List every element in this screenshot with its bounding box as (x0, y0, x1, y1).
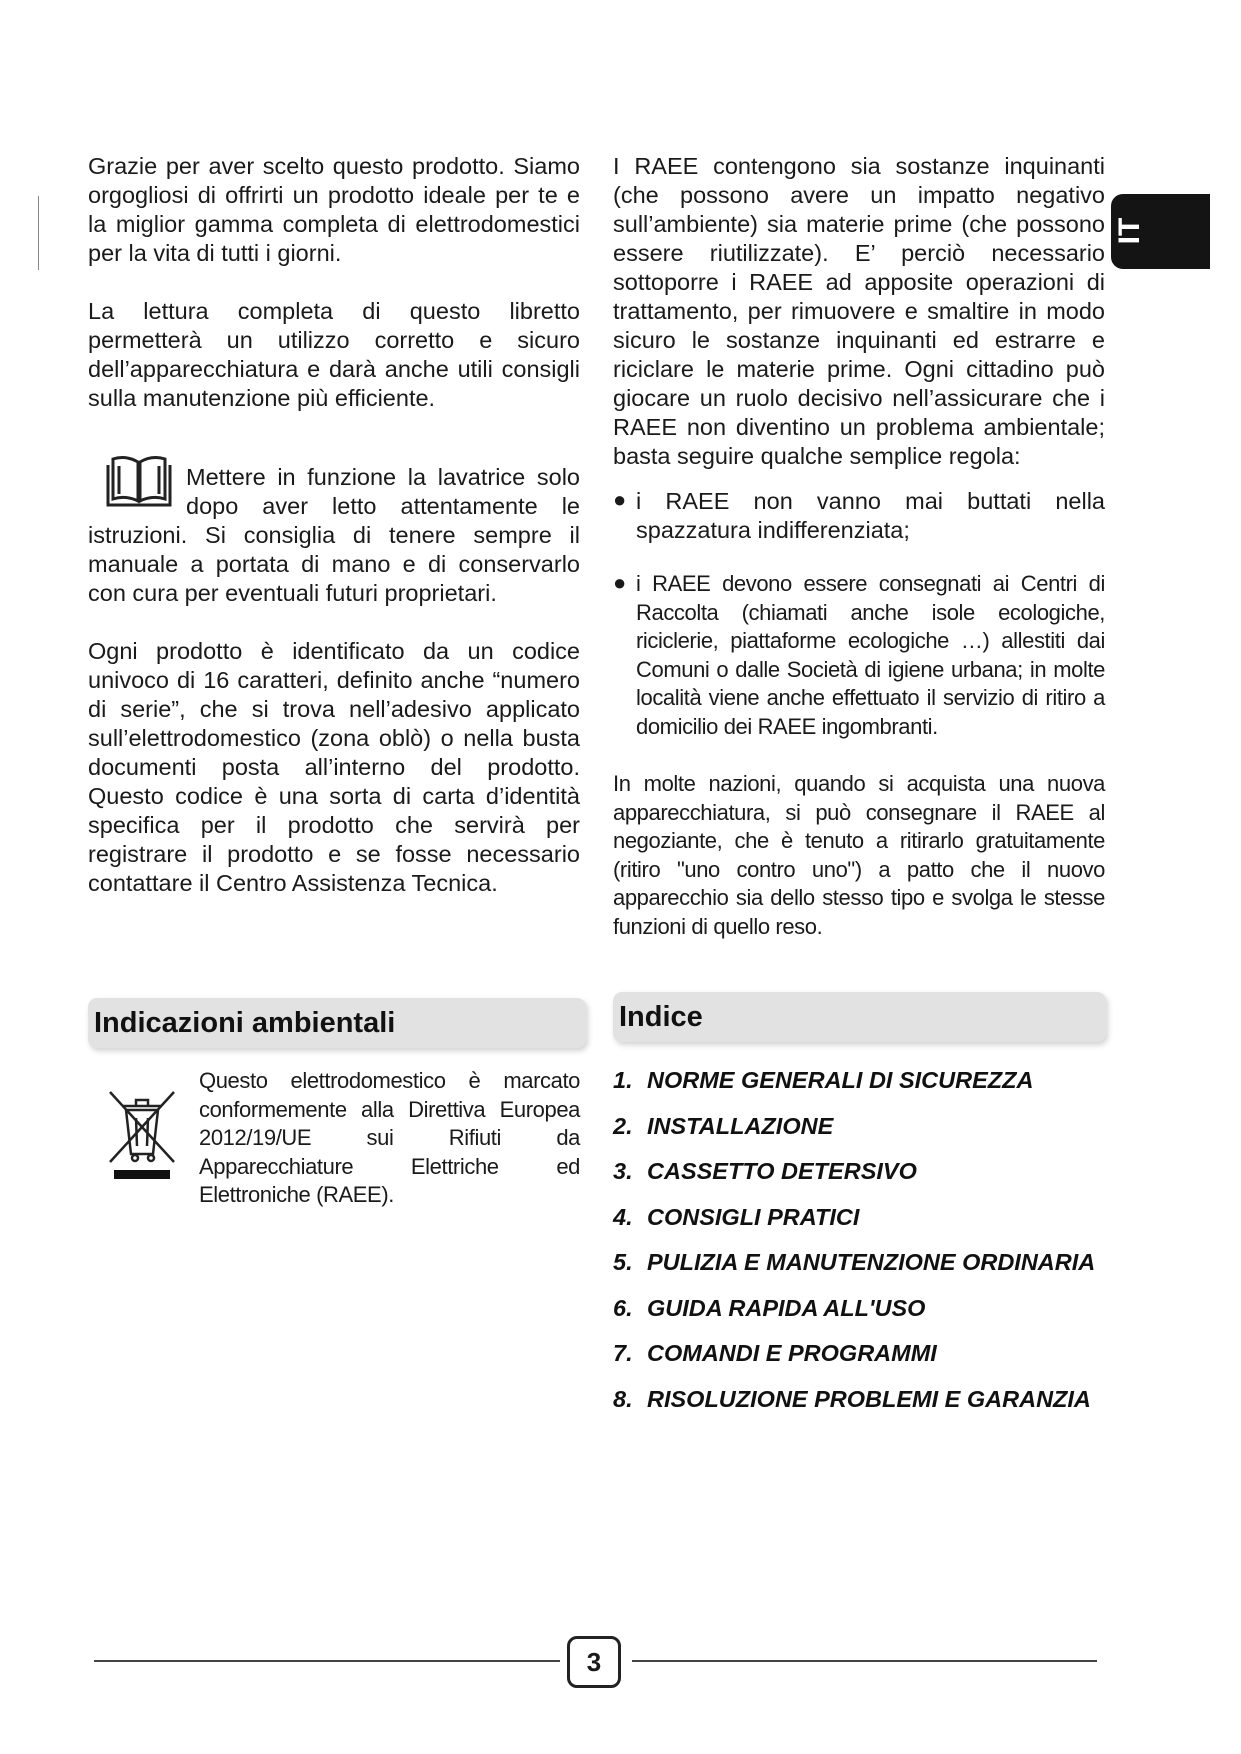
footer-rule-right (632, 1660, 1097, 1662)
left-column (88, 152, 580, 898)
language-tab-label: IT (1113, 217, 1146, 245)
weee-directive-note (199, 1067, 580, 1210)
toc-item[interactable]: 3. CASSETTO DETERSIVO (613, 1158, 917, 1184)
bullet-icon: ● (613, 487, 627, 512)
weee-directive-text: Questo elettrodomestico è marcato conformemente alla Direttiva Europea 2012/19/UE sui Rifiuti da Apparecchiature Elettriche ed Elettroniche (RAEE). (199, 1068, 580, 1207)
crossed-out-bin-icon (106, 1084, 178, 1184)
manual-notice-text: Mettere in funzione la lavatrice solo dopo aver letto attentamente le istruzioni. Si consiglia di tenere sempre il manuale a portata di mano e di conservarlo con cura per eventuali futuri proprietari. (88, 464, 580, 606)
toc-item[interactable]: 1. NORME GENERALI DI SICUREZZA (613, 1067, 1034, 1093)
toc-item[interactable]: 2. INSTALLAZIONE (613, 1112, 834, 1139)
page-number: 3 (567, 1636, 621, 1688)
open-book-icon (102, 453, 176, 511)
raee-intro-paragraph: I RAEE contengono sia sostanze inquinanti (che possono avere un impatto negativo sull’ambiente) sia materie prime (che possono essere riutilizzate). E’ perciò necessario sottoporre i RAEE ad apposite operazioni di trattamento, per rimuovere e smaltire in modo sicuro le sostanze inquinanti ed estrarre e riciclare le materie prime. Ogni cittadino può giocare un ruolo decisivo nell’assicurare che i RAEE non diventino un problema ambientale; basta seguire qualche semplice regola: (613, 153, 1105, 469)
bullet-text: i RAEE devono essere consegnati ai Centri di Raccolta (chiamati anche isole ecologiche, riciclerie, piattaforme ecologiche …) allestiti dai Comuni o dalle Società di igiene urbana; in molte località viene anche effettuato il servizio di ritiro a domicilio dei RAEE ingombranti. (636, 571, 1105, 739)
bullet-icon: ● (613, 570, 627, 595)
toc-item[interactable]: 5. PULIZIA E MANUTENZIONE ORDINARIA (613, 1249, 1096, 1275)
reading-paragraph: La lettura completa di questo libretto permetterà un utilizzo corretto e sicuro dell’apparecchiatura e darà anche utili consigli sulla manutenzione più efficiente. (88, 298, 580, 411)
table-of-contents (613, 1065, 1113, 1429)
list-item (613, 570, 1105, 741)
toc-item[interactable]: 8. RISOLUZIONE PROBLEMI E GARANZIA (613, 1385, 1091, 1412)
manual-notice-block (88, 413, 580, 608)
toc-item[interactable]: 6. GUIDA RAPIDA ALL'USO (613, 1294, 926, 1321)
margin-mark (38, 196, 39, 270)
right-column (613, 152, 1105, 941)
environment-heading: Indicazioni ambientali (88, 998, 586, 1048)
retailer-paragraph: In molte nazioni, quando si acquista una nuova apparecchiatura, si può consegnare il RAEE al negoziante, che è tenuto a ritirarlo gratuitamente (ritiro "uno contro uno") a patto che il nuovo apparecchio sia dello stesso tipo e svolga le stesse funzioni di quello reso. (613, 771, 1105, 939)
footer-rule-left (94, 1660, 560, 1662)
toc-item[interactable]: 7. COMANDI E PROGRAMMI (613, 1340, 937, 1366)
list-item (613, 487, 1105, 545)
toc-item[interactable]: 4. CONSIGLI PRATICI (613, 1203, 860, 1230)
language-tab (1111, 194, 1210, 269)
intro-paragraph: Grazie per aver scelto questo prodotto. Siamo orgogliosi di offrirti un prodotto ideale per te e la miglior gamma completa di elettrodomestici per la vita di tutti i giorni. (88, 153, 580, 266)
index-heading: Indice (613, 992, 1106, 1042)
serial-number-paragraph: Ogni prodotto è identificato da un codice univoco di 16 caratteri, definito anche “numero di serie”, che si trova nell’adesivo applicato sull’elettrodomestico (zona oblò) o nella busta documenti posta all’interno del prodotto. Questo codice è una sorta di carta d’identità specifica per il prodotto che servirà per registrare il prodotto e se fosse necessario contattare il Centro Assistenza Tecnica. (88, 638, 580, 896)
bullet-text: i RAEE non vanno mai buttati nella spazzatura indifferenziata; (636, 488, 1105, 543)
